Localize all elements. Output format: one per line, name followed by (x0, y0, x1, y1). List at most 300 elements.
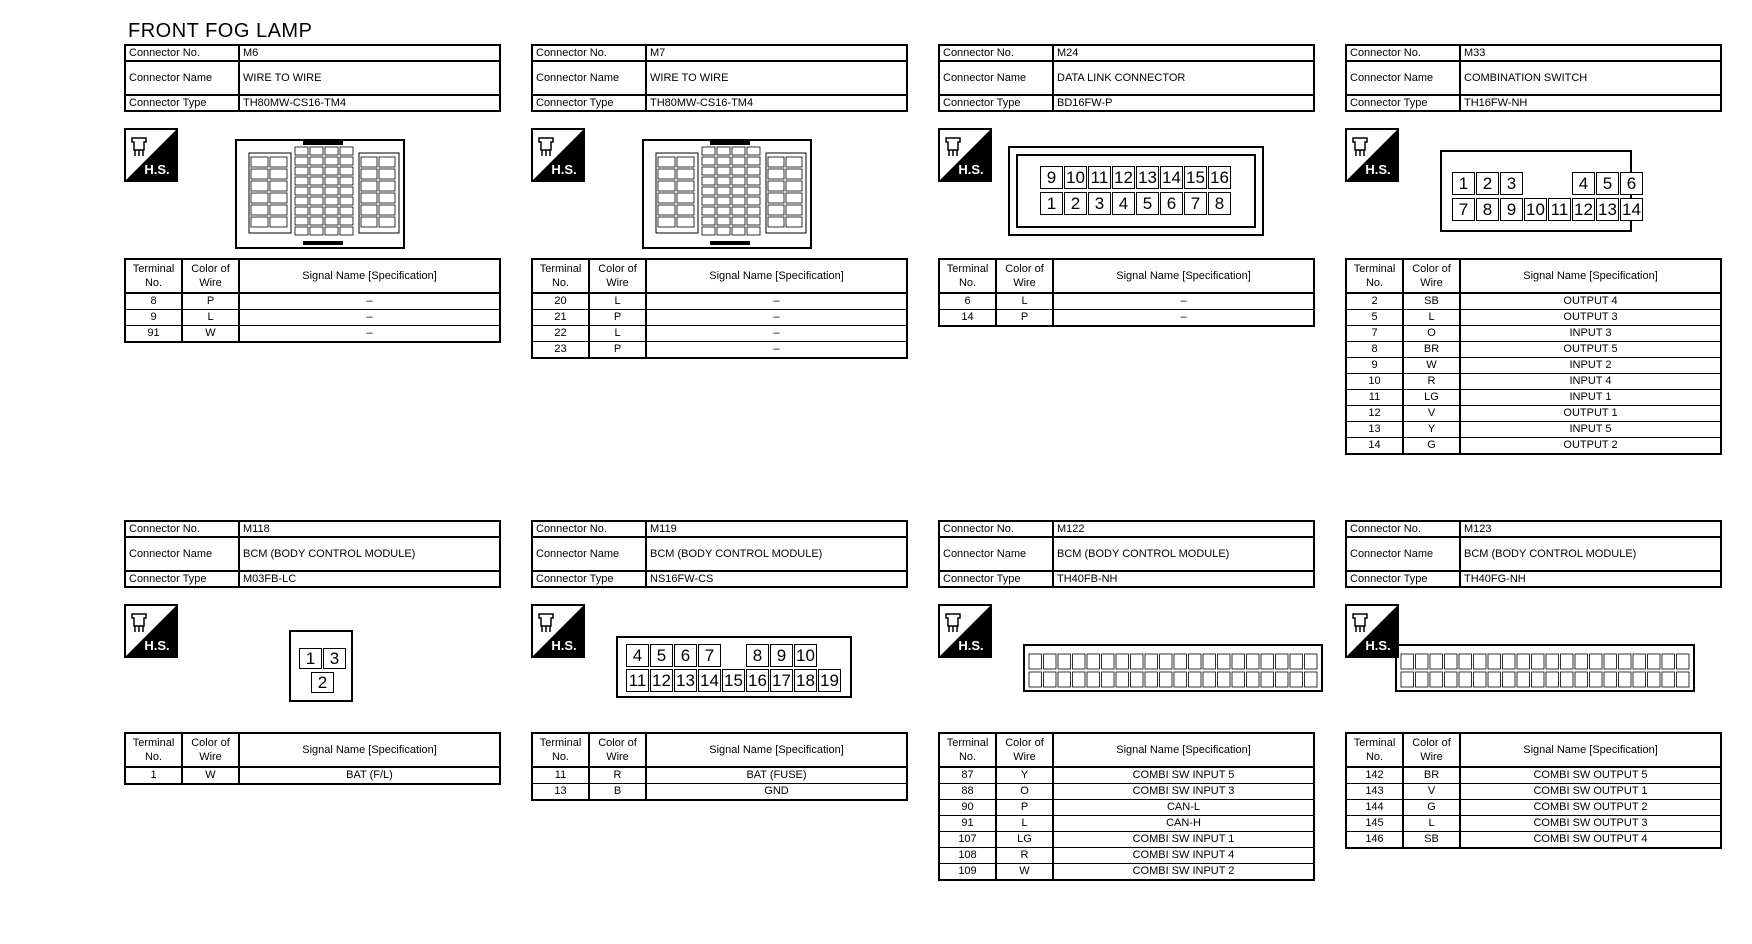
wire-color: BR (1403, 767, 1460, 784)
table-row (1346, 784, 1721, 800)
pin-cell (1524, 172, 1545, 193)
connector-name-label: Connector Name (939, 537, 1053, 571)
wire-color: Y (1403, 422, 1460, 438)
connector-info-table (124, 520, 501, 588)
table-row (1346, 310, 1721, 326)
signal-name: COMBI SW OUTPUT 4 (1460, 832, 1721, 849)
wire-color: L (589, 326, 646, 342)
connector-type-value: TH40FB-NH (1053, 571, 1314, 587)
table-row (1346, 406, 1721, 422)
wire-color: W (182, 767, 239, 784)
pin-cell: 13 (1136, 166, 1159, 189)
pin-cell: 6 (1620, 172, 1643, 195)
pin-cell: 1 (1040, 192, 1063, 215)
harness-side-icon (1345, 604, 1399, 658)
pin-cell: 10 (1524, 198, 1547, 221)
terminal-table (124, 732, 501, 785)
pin-cell: 18 (794, 669, 817, 692)
wire-color: SB (1403, 832, 1460, 849)
terminal-no: 1 (125, 767, 182, 784)
pin-cell: 10 (1064, 166, 1087, 189)
signal-name: COMBI SW INPUT 1 (1053, 832, 1314, 848)
signal-name: INPUT 5 (1460, 422, 1721, 438)
signal-name: OUTPUT 1 (1460, 406, 1721, 422)
table-row (532, 342, 907, 359)
table-row (1346, 374, 1721, 390)
signal-name: – (239, 293, 500, 310)
table-row (939, 767, 1314, 784)
wire-color: L (589, 293, 646, 310)
table-row (1346, 800, 1721, 816)
color-of-wire-header: Color of Wire (589, 733, 646, 767)
signal-name: OUTPUT 2 (1460, 438, 1721, 455)
connector-block-m122 (938, 520, 1315, 877)
connector-no-label: Connector No. (1346, 521, 1460, 537)
table-row (939, 784, 1314, 800)
connector-no-value: M119 (646, 521, 907, 537)
signal-name: – (646, 310, 907, 326)
pin-cell: 3 (323, 648, 346, 669)
signal-name-header: Signal Name [Specification] (1053, 259, 1314, 293)
connector-type-label: Connector Type (125, 95, 239, 111)
wire-color: R (589, 767, 646, 784)
wire-color: LG (996, 832, 1053, 848)
connector-no-label: Connector No. (939, 521, 1053, 537)
terminal-no: 14 (1346, 438, 1403, 455)
table-row (1346, 358, 1721, 374)
terminal-table (938, 732, 1315, 881)
connector-name-value: DATA LINK CONNECTOR (1053, 61, 1314, 95)
wire-color: W (996, 864, 1053, 881)
connector-name-label: Connector Name (125, 537, 239, 571)
wire-color: L (996, 293, 1053, 310)
color-of-wire-header: Color of Wire (1403, 733, 1460, 767)
terminal-no: 11 (1346, 390, 1403, 406)
terminal-no: 14 (939, 310, 996, 327)
connector-face-diagram (289, 630, 353, 702)
terminal-no: 108 (939, 848, 996, 864)
pin-cell: 11 (1548, 198, 1571, 221)
svg-text:H.S.: H.S. (958, 162, 984, 177)
connector-info-table (1345, 520, 1722, 588)
connector-type-label: Connector Type (939, 571, 1053, 587)
connector-info-table (938, 44, 1315, 112)
terminal-no: 12 (1346, 406, 1403, 422)
signal-name-header: Signal Name [Specification] (1053, 733, 1314, 767)
svg-text:H.S.: H.S. (958, 638, 984, 653)
signal-name: – (646, 293, 907, 310)
svg-text:H.S.: H.S. (1365, 638, 1391, 653)
wire-color: L (1403, 816, 1460, 832)
terminal-no-header: Terminal No. (939, 733, 996, 767)
terminal-no: 109 (939, 864, 996, 881)
table-row (1346, 816, 1721, 832)
signal-name: COMBI SW INPUT 2 (1053, 864, 1314, 881)
terminal-no: 8 (1346, 342, 1403, 358)
pin-cell: 17 (770, 669, 793, 692)
svg-text:H.S.: H.S. (551, 162, 577, 177)
wire-color: O (996, 784, 1053, 800)
table-row (532, 326, 907, 342)
connector-type-value: BD16FW-P (1053, 95, 1314, 111)
terminal-no: 5 (1346, 310, 1403, 326)
signal-name: – (646, 342, 907, 359)
connector-type-value: TH40FG-NH (1460, 571, 1721, 587)
signal-name: CAN-L (1053, 800, 1314, 816)
pin-cell: 13 (1596, 198, 1619, 221)
terminal-no: 107 (939, 832, 996, 848)
signal-name-header: Signal Name [Specification] (646, 259, 907, 293)
pin-cell: 2 (1476, 172, 1499, 195)
connector-no-label: Connector No. (532, 45, 646, 61)
connector-block-m6 (124, 44, 501, 339)
connector-info-table (531, 520, 908, 588)
terminal-table (531, 732, 908, 801)
pin-cell: 2 (1064, 192, 1087, 215)
connector-name-label: Connector Name (1346, 537, 1460, 571)
terminal-table (938, 258, 1315, 327)
signal-name: OUTPUT 4 (1460, 293, 1721, 310)
color-of-wire-header: Color of Wire (996, 733, 1053, 767)
connector-face-diagram (1023, 644, 1323, 692)
connector-no-value: M24 (1053, 45, 1314, 61)
terminal-no-header: Terminal No. (1346, 733, 1403, 767)
terminal-no: 87 (939, 767, 996, 784)
pin-cell: 6 (1160, 192, 1183, 215)
signal-name: CAN-H (1053, 816, 1314, 832)
connector-block-m33 (1345, 44, 1722, 451)
color-of-wire-header: Color of Wire (589, 259, 646, 293)
terminal-no: 20 (532, 293, 589, 310)
terminal-no-header: Terminal No. (532, 259, 589, 293)
connector-name-value: BCM (BODY CONTROL MODULE) (646, 537, 907, 571)
connector-face-diagram (235, 139, 405, 249)
connector-block-m24 (938, 44, 1315, 323)
pin-cell: 11 (1088, 166, 1111, 189)
connector-name-value: WIRE TO WIRE (239, 61, 500, 95)
pin-cell (1548, 172, 1569, 193)
pin-cell: 1 (1452, 172, 1475, 195)
wire-color: SB (1403, 293, 1460, 310)
terminal-no: 11 (532, 767, 589, 784)
wire-color: P (589, 342, 646, 359)
pin-cell: 13 (674, 669, 697, 692)
pin-cell: 19 (818, 669, 841, 692)
table-row (939, 310, 1314, 327)
signal-name: GND (646, 784, 907, 801)
connector-name-label: Connector Name (125, 61, 239, 95)
pin-cell: 5 (1596, 172, 1619, 195)
terminal-table (124, 258, 501, 343)
connector-type-value: TH80MW-CS16-TM4 (239, 95, 500, 111)
terminal-no-header: Terminal No. (939, 259, 996, 293)
terminal-no: 143 (1346, 784, 1403, 800)
signal-name: COMBI SW OUTPUT 1 (1460, 784, 1721, 800)
connector-face-diagram (1395, 644, 1695, 692)
terminal-no: 9 (125, 310, 182, 326)
connector-name-value: BCM (BODY CONTROL MODULE) (1460, 537, 1721, 571)
harness-side-icon (938, 604, 992, 658)
terminal-no: 8 (125, 293, 182, 310)
wire-color: P (996, 310, 1053, 327)
connector-no-label: Connector No. (939, 45, 1053, 61)
wire-color: B (589, 784, 646, 801)
signal-name: INPUT 3 (1460, 326, 1721, 342)
terminal-no: 91 (939, 816, 996, 832)
terminal-no: 2 (1346, 293, 1403, 310)
table-row (1346, 832, 1721, 849)
connector-info-table (1345, 44, 1722, 112)
connector-name-value: BCM (BODY CONTROL MODULE) (1053, 537, 1314, 571)
wire-color: Y (996, 767, 1053, 784)
pin-cell: 7 (1184, 192, 1207, 215)
signal-name-header: Signal Name [Specification] (646, 733, 907, 767)
connector-no-value: M6 (239, 45, 500, 61)
signal-name: – (646, 326, 907, 342)
signal-name: COMBI SW INPUT 3 (1053, 784, 1314, 800)
connector-face-diagram (616, 636, 852, 698)
table-row (1346, 390, 1721, 406)
connector-no-value: M118 (239, 521, 500, 537)
connector-type-value: TH80MW-CS16-TM4 (646, 95, 907, 111)
table-row (125, 767, 500, 784)
pin-cell: 12 (1572, 198, 1595, 221)
signal-name: COMBI SW OUTPUT 3 (1460, 816, 1721, 832)
connector-name-label: Connector Name (939, 61, 1053, 95)
connector-type-label: Connector Type (532, 571, 646, 587)
connector-name-label: Connector Name (1346, 61, 1460, 95)
connector-block-m123 (1345, 520, 1722, 845)
signal-name: INPUT 1 (1460, 390, 1721, 406)
connector-face-diagram (642, 139, 812, 249)
connector-no-label: Connector No. (532, 521, 646, 537)
connector-name-value: COMBINATION SWITCH (1460, 61, 1721, 95)
table-row (939, 293, 1314, 310)
terminal-no: 22 (532, 326, 589, 342)
harness-side-icon (938, 128, 992, 182)
signal-name: – (1053, 293, 1314, 310)
terminal-no: 13 (1346, 422, 1403, 438)
pin-cell: 7 (698, 644, 721, 667)
pin-cell: 4 (1112, 192, 1135, 215)
table-row (1346, 342, 1721, 358)
harness-side-icon (531, 128, 585, 182)
pin-cell: 8 (1476, 198, 1499, 221)
table-row (939, 848, 1314, 864)
svg-text:H.S.: H.S. (1365, 162, 1391, 177)
table-row (939, 832, 1314, 848)
pin-cell: 14 (698, 669, 721, 692)
pin-cell (722, 644, 743, 665)
terminal-no-header: Terminal No. (125, 733, 182, 767)
wire-color: BR (1403, 342, 1460, 358)
table-row (1346, 422, 1721, 438)
signal-name-header: Signal Name [Specification] (239, 259, 500, 293)
signal-name: INPUT 2 (1460, 358, 1721, 374)
signal-name-header: Signal Name [Specification] (239, 733, 500, 767)
table-row (532, 767, 907, 784)
signal-name: – (1053, 310, 1314, 327)
wire-color: LG (1403, 390, 1460, 406)
signal-name: COMBI SW INPUT 4 (1053, 848, 1314, 864)
signal-name: COMBI SW OUTPUT 5 (1460, 767, 1721, 784)
color-of-wire-header: Color of Wire (996, 259, 1053, 293)
terminal-no: 9 (1346, 358, 1403, 374)
harness-side-icon (1345, 128, 1399, 182)
terminal-no: 146 (1346, 832, 1403, 849)
connector-block-m7 (531, 44, 908, 355)
table-row (532, 310, 907, 326)
pin-cell: 14 (1620, 198, 1643, 221)
pin-cell: 4 (1572, 172, 1595, 195)
connector-name-value: BCM (BODY CONTROL MODULE) (239, 537, 500, 571)
table-row (125, 326, 500, 343)
pin-cell: 16 (746, 669, 769, 692)
wire-color: V (1403, 406, 1460, 422)
terminal-no-header: Terminal No. (1346, 259, 1403, 293)
pin-cell: 1 (299, 648, 322, 669)
terminal-no: 145 (1346, 816, 1403, 832)
connector-type-value: NS16FW-CS (646, 571, 907, 587)
connector-no-label: Connector No. (125, 521, 239, 537)
wire-color: V (1403, 784, 1460, 800)
wire-color: L (996, 816, 1053, 832)
pin-cell: 7 (1452, 198, 1475, 221)
terminal-no: 91 (125, 326, 182, 343)
terminal-no-header: Terminal No. (125, 259, 182, 293)
signal-name: OUTPUT 3 (1460, 310, 1721, 326)
wire-color: R (996, 848, 1053, 864)
pin-cell: 15 (722, 669, 745, 692)
pin-cell: 5 (650, 644, 673, 667)
pin-cell: 3 (1088, 192, 1111, 215)
signal-name-header: Signal Name [Specification] (1460, 259, 1721, 293)
connector-face-diagram (1008, 146, 1264, 236)
wire-color: G (1403, 800, 1460, 816)
wire-color: R (1403, 374, 1460, 390)
wire-color: P (996, 800, 1053, 816)
connector-no-value: M33 (1460, 45, 1721, 61)
signal-name: INPUT 4 (1460, 374, 1721, 390)
connector-block-m118 (124, 520, 501, 781)
svg-text:H.S.: H.S. (144, 638, 170, 653)
wire-color: P (182, 293, 239, 310)
pin-cell: 14 (1160, 166, 1183, 189)
color-of-wire-header: Color of Wire (182, 259, 239, 293)
table-row (1346, 767, 1721, 784)
harness-side-icon (124, 604, 178, 658)
pin-cell: 9 (1500, 198, 1523, 221)
connector-name-label: Connector Name (532, 61, 646, 95)
pin-cell: 2 (311, 672, 334, 693)
connector-type-label: Connector Type (125, 571, 239, 587)
harness-side-icon (531, 604, 585, 658)
pin-cell: 9 (1040, 166, 1063, 189)
pin-grid (237, 141, 403, 247)
terminal-no: 7 (1346, 326, 1403, 342)
connector-info-table (938, 520, 1315, 588)
terminal-no-header: Terminal No. (532, 733, 589, 767)
signal-name-header: Signal Name [Specification] (1460, 733, 1721, 767)
table-row (125, 293, 500, 310)
wire-color: O (1403, 326, 1460, 342)
terminal-table (531, 258, 908, 359)
signal-name: OUTPUT 5 (1460, 342, 1721, 358)
pin-grid (644, 141, 810, 247)
terminal-no: 6 (939, 293, 996, 310)
pin-cell: 8 (746, 644, 769, 667)
signal-name: – (239, 326, 500, 343)
pin-cell: 11 (626, 669, 649, 692)
connector-type-label: Connector Type (1346, 571, 1460, 587)
table-row (1346, 438, 1721, 455)
connector-no-value: M123 (1460, 521, 1721, 537)
table-row (939, 800, 1314, 816)
harness-side-icon (124, 128, 178, 182)
table-row (939, 864, 1314, 881)
connector-no-value: M7 (646, 45, 907, 61)
connector-info-table (124, 44, 501, 112)
pin-cell: 16 (1208, 166, 1231, 189)
terminal-table (1345, 258, 1722, 455)
wire-color: W (1403, 358, 1460, 374)
wire-color: L (182, 310, 239, 326)
pin-grid (1025, 646, 1321, 690)
terminal-no: 23 (532, 342, 589, 359)
wire-color: W (182, 326, 239, 343)
table-row (1346, 326, 1721, 342)
connector-type-label: Connector Type (1346, 95, 1460, 111)
table-row (1346, 293, 1721, 310)
connector-no-value: M122 (1053, 521, 1314, 537)
connector-no-label: Connector No. (125, 45, 239, 61)
color-of-wire-header: Color of Wire (182, 733, 239, 767)
signal-name: COMBI SW INPUT 5 (1053, 767, 1314, 784)
connector-name-label: Connector Name (532, 537, 646, 571)
terminal-no: 90 (939, 800, 996, 816)
terminal-no: 144 (1346, 800, 1403, 816)
connector-block-m119 (531, 520, 908, 797)
svg-text:H.S.: H.S. (551, 638, 577, 653)
terminal-table (1345, 732, 1722, 849)
table-row (532, 784, 907, 801)
terminal-no: 13 (532, 784, 589, 801)
wire-color: L (1403, 310, 1460, 326)
wire-color: P (589, 310, 646, 326)
signal-name: – (239, 310, 500, 326)
pin-cell: 6 (674, 644, 697, 667)
connector-face-diagram (1440, 150, 1641, 232)
pin-cell: 15 (1184, 166, 1207, 189)
table-row (939, 816, 1314, 832)
terminal-no: 21 (532, 310, 589, 326)
connector-name-value: WIRE TO WIRE (646, 61, 907, 95)
terminal-no: 142 (1346, 767, 1403, 784)
svg-text:H.S.: H.S. (144, 162, 170, 177)
connector-type-value: M03FB-LC (239, 571, 500, 587)
pin-cell: 9 (770, 644, 793, 667)
connector-type-value: TH16FW-NH (1460, 95, 1721, 111)
signal-name: BAT (F/L) (239, 767, 500, 784)
terminal-no: 88 (939, 784, 996, 800)
pin-cell: 3 (1500, 172, 1523, 195)
connector-info-table (531, 44, 908, 112)
pin-cell: 12 (1112, 166, 1135, 189)
signal-name: COMBI SW OUTPUT 2 (1460, 800, 1721, 816)
connector-type-label: Connector Type (939, 95, 1053, 111)
page-title: FRONT FOG LAMP (128, 20, 313, 42)
table-row (532, 293, 907, 310)
